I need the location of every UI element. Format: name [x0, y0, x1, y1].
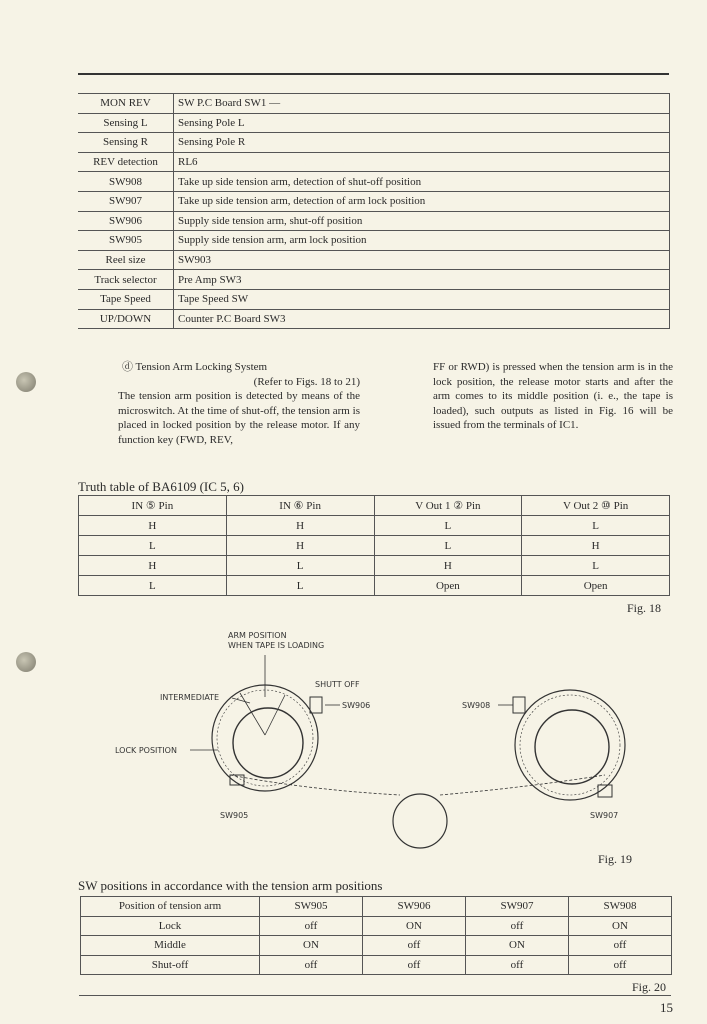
- column-header: IN ⑥ Pin: [226, 496, 374, 516]
- signal-source: RL6: [174, 152, 670, 172]
- signal-name: Track selector: [78, 270, 174, 290]
- table-row: [81, 916, 672, 936]
- table-cell: H: [522, 536, 670, 556]
- fig-20-label: Fig. 20: [632, 980, 667, 994]
- table-cell: H: [79, 556, 227, 576]
- truth-table: [78, 495, 670, 596]
- table-row: [78, 270, 670, 290]
- signal-name: Sensing L: [78, 113, 174, 133]
- section-title: ⓓ Tension Arm Locking System: [122, 361, 268, 373]
- positions-table-title: SW positions in accordance with the tension arm positions: [78, 878, 383, 893]
- table-cell: off: [260, 955, 363, 975]
- page-number: 15: [660, 1000, 673, 1015]
- table-cell: L: [226, 576, 374, 596]
- sw906-switch: [310, 697, 322, 713]
- sw908-label: SW908: [462, 701, 491, 710]
- signal-name: Reel size: [78, 250, 174, 270]
- table-cell: off: [363, 955, 466, 975]
- arm-line: [265, 695, 285, 735]
- supply-hub: [233, 708, 303, 778]
- table-cell: ON: [363, 916, 466, 936]
- signal-name: SW905: [78, 231, 174, 251]
- table-cell: L: [522, 556, 670, 576]
- signal-source: Take up side tension arm, detection of arm lock position: [174, 191, 670, 211]
- signal-source: Counter P.C Board SW3: [174, 309, 670, 329]
- table-cell: L: [522, 516, 670, 536]
- signal-source: Take up side tension arm, detection of shut-off position: [174, 172, 670, 192]
- signal-source: Supply side tension arm, arm lock position: [174, 231, 670, 251]
- punch-hole: [16, 652, 36, 672]
- positions-table: [80, 896, 672, 975]
- signal-source: Tape Speed SW: [174, 289, 670, 309]
- signal-source: Sensing Pole L: [174, 113, 670, 133]
- table-row: [81, 955, 672, 975]
- column-header: SW905: [260, 897, 363, 917]
- table-row: [78, 152, 670, 172]
- lock-position-label: LOCK POSITION: [115, 746, 177, 755]
- signal-table: [78, 93, 670, 329]
- column-header: IN ⑤ Pin: [79, 496, 227, 516]
- column-header: SW906: [363, 897, 466, 917]
- table-cell: Shut-off: [81, 955, 260, 975]
- loading-label: WHEN TAPE IS LOADING: [228, 641, 325, 650]
- column-header: SW908: [569, 897, 672, 917]
- section-left-column: [118, 360, 360, 447]
- shutoff-label: SHUTT OFF: [315, 680, 360, 689]
- sw907-label: SW907: [590, 811, 619, 820]
- table-row: [78, 133, 670, 153]
- arm-line: [240, 693, 265, 735]
- tension-arm-diagram: [110, 625, 630, 860]
- table-row: [79, 556, 670, 576]
- sw908-switch: [513, 697, 525, 713]
- table-row: [79, 516, 670, 536]
- intermediate-label: INTERMEDIATE: [160, 693, 220, 702]
- signal-name: MON REV: [78, 94, 174, 114]
- section-text-left: The tension arm position is detected by means of the microswitch. At the time of shut-off, the tension arm is placed in locked position by the release motor. If any function key (FWD, REV,: [118, 390, 360, 446]
- fig-19-label: Fig. 19: [598, 852, 633, 866]
- signal-name: Sensing R: [78, 133, 174, 153]
- punch-hole: [16, 372, 36, 392]
- signal-source: Supply side tension arm, shut-off position: [174, 211, 670, 231]
- section-text-right: FF or RWD) is pressed when the tension arm is in the lock position, the release motor starts and after the arm comes to its middle position (i. e., the tape is loaded), such outputs as listed in Fig. 16 will be issued from the terminals of IC1.: [433, 361, 673, 431]
- signal-name: SW907: [78, 191, 174, 211]
- signal-name: Tape Speed: [78, 289, 174, 309]
- column-header: Position of tension arm: [81, 897, 260, 917]
- table-cell: off: [363, 936, 466, 956]
- table-cell: ON: [569, 916, 672, 936]
- supply-reel-inner: [217, 690, 313, 786]
- tape-path: [230, 775, 605, 795]
- signal-source: Sensing Pole R: [174, 133, 670, 153]
- table-cell: H: [79, 516, 227, 536]
- table-cell: off: [569, 955, 672, 975]
- sw905-label: SW905: [220, 811, 249, 820]
- table-row: [78, 231, 670, 251]
- table-row: [79, 536, 670, 556]
- table-cell: L: [374, 536, 522, 556]
- table-row: [79, 576, 670, 596]
- signal-name: REV detection: [78, 152, 174, 172]
- table-row: [78, 250, 670, 270]
- top-rule: [78, 73, 669, 75]
- table-row: [78, 309, 670, 329]
- column-header: V Out 1 ② Pin: [374, 496, 522, 516]
- signal-name: SW906: [78, 211, 174, 231]
- table-cell: Open: [522, 576, 670, 596]
- table-row: [81, 936, 672, 956]
- table-cell: ON: [260, 936, 363, 956]
- signal-source: SW903: [174, 250, 670, 270]
- table-cell: Lock: [81, 916, 260, 936]
- table-cell: off: [260, 916, 363, 936]
- table-row: [78, 113, 670, 133]
- table-cell: L: [79, 536, 227, 556]
- signal-source: SW P.C Board SW1 —: [174, 94, 670, 114]
- table-cell: H: [226, 516, 374, 536]
- signal-name: SW908: [78, 172, 174, 192]
- table-cell: L: [79, 576, 227, 596]
- table-cell: off: [569, 936, 672, 956]
- table-row: [78, 94, 670, 114]
- table-cell: off: [466, 955, 569, 975]
- arm-position-label: ARM POSITION: [228, 631, 287, 640]
- table-row: [78, 172, 670, 192]
- table-cell: Middle: [81, 936, 260, 956]
- bottom-rule: [79, 995, 671, 996]
- table-cell: H: [226, 536, 374, 556]
- table-row: [78, 289, 670, 309]
- column-header: V Out 2 ⑩ Pin: [522, 496, 670, 516]
- fig-18-label: Fig. 18: [627, 601, 662, 615]
- table-cell: H: [374, 556, 522, 576]
- table-cell: L: [226, 556, 374, 576]
- column-header: SW907: [466, 897, 569, 917]
- signal-source: Pre Amp SW3: [174, 270, 670, 290]
- table-cell: off: [466, 916, 569, 936]
- table-row: [78, 191, 670, 211]
- table-cell: Open: [374, 576, 522, 596]
- section-ref: (Refer to Figs. 18 to 21): [253, 375, 360, 388]
- table-cell: L: [374, 516, 522, 536]
- sw906-label: SW906: [342, 701, 371, 710]
- truth-table-title: Truth table of BA6109 (IC 5, 6): [78, 479, 244, 494]
- capstan: [393, 794, 447, 848]
- table-row: [78, 211, 670, 231]
- table-cell: ON: [466, 936, 569, 956]
- signal-name: UP/DOWN: [78, 309, 174, 329]
- takeup-hub: [535, 710, 609, 784]
